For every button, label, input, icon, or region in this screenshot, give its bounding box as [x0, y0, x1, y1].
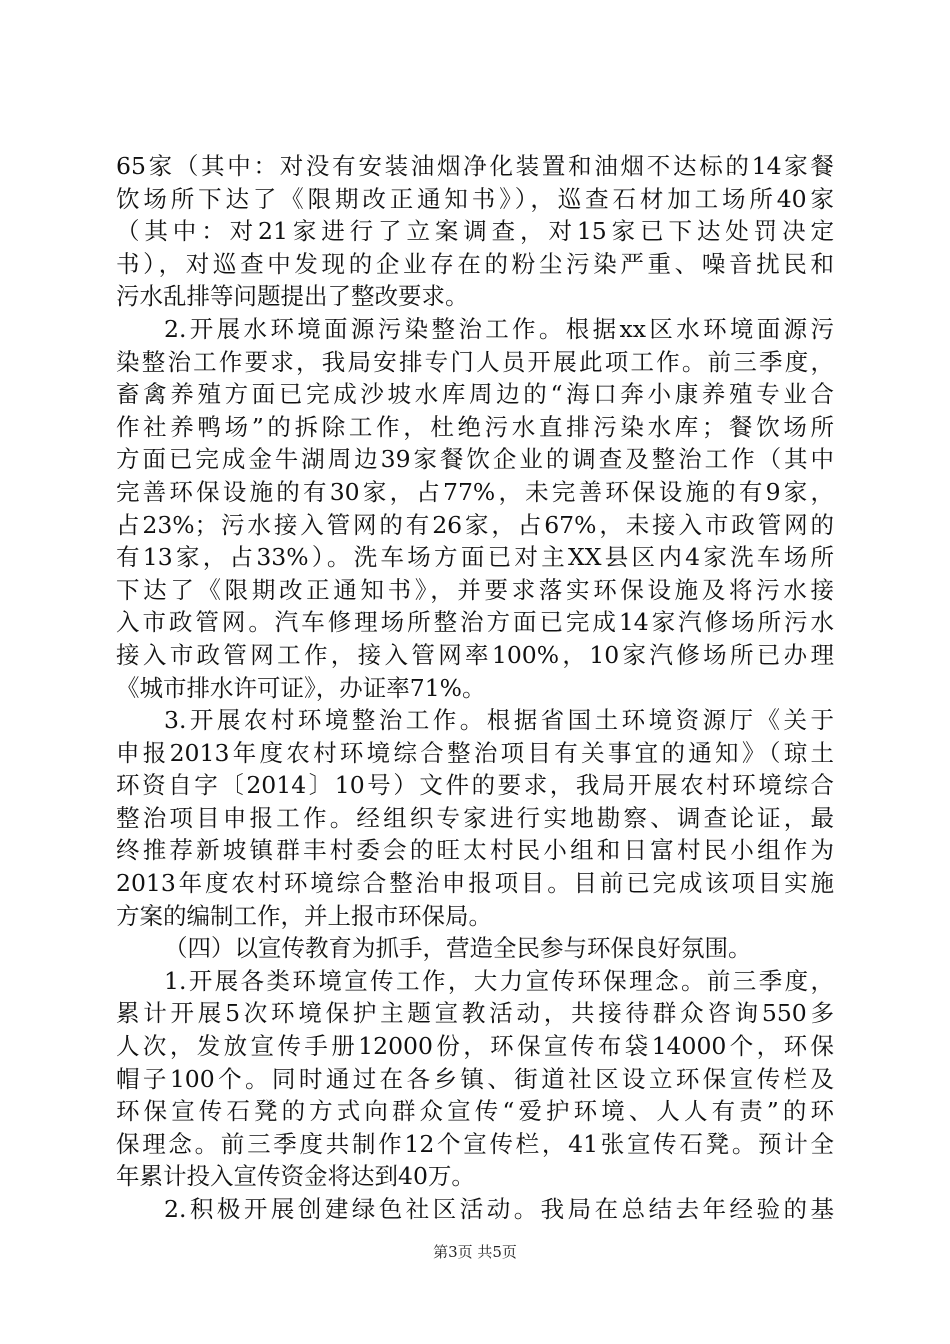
text-line-6: 2.开展水环境面源污染整治工作。根据xx区水环境面源污	[164, 314, 834, 343]
text-line-4: 书），对巡查中发现的企业存在的粉尘污染严重、噪音扰民和	[116, 249, 834, 278]
text-line-15: 入市政管网。汽车修理场所整治方面已完成14家汽修场所污水	[116, 608, 834, 637]
text-line-23: 2013年度农村环境综合整治申报项目。目前已完成该项目实施	[116, 869, 834, 898]
text-line-12: 占23%；污水接入管网的有26家，占67%，未接入市政管网的	[116, 510, 834, 539]
text-line-30: 环保宣传石凳的方式向群众宣传“爱护环境、人人有责”的环	[116, 1097, 834, 1126]
page-number-footer: 第3页 共5页	[433, 1243, 517, 1261]
text-line-13: 有13家，占33%）。洗车场方面已对主XX县区内4家洗车场所	[116, 543, 834, 572]
text-line-27: 累计开展5次环境保护主题宣教活动，共接待群众咨询550多	[116, 999, 834, 1028]
text-line-32: 年累计投入宣传资金将达到40万。	[116, 1162, 475, 1191]
text-line-16: 接入市政管网工作，接入管网率100%，10家汽修场所已办理	[116, 640, 834, 669]
text-line-2: 饮场所下达了《限期改正通知书》），巡查石材加工场所40家	[116, 184, 834, 213]
text-line-8: 畜禽养殖方面已完成沙坡水库周边的“海口奔小康养殖专业合	[116, 380, 834, 409]
body-text	[116, 150, 834, 1226]
text-line-18: 3.开展农村环境整治工作。根据省国土环境资源厅《关于	[164, 706, 834, 735]
text-line-3: （其中：对21家进行了立案调查，对15家已下达处罚决定	[116, 217, 834, 246]
text-line-26: 1.开展各类环境宣传工作，大力宣传环保理念。前三季度，	[164, 966, 834, 995]
text-line-7: 染整治工作要求，我局安排专门人员开展此项工作。前三季度，	[116, 347, 834, 376]
text-line-20: 环资自字〔2014〕10号）文件的要求，我局开展农村环境综合	[116, 771, 834, 800]
text-line-24: 方案的编制工作，并上报市环保局。	[116, 901, 492, 930]
text-line-31: 保理念。前三季度共制作12个宣传栏，41张宣传石凳。预计全	[116, 1129, 834, 1158]
text-line-21: 整治项目申报工作。经组织专家进行实地勘察、调查论证，最	[116, 803, 834, 832]
text-line-10: 方面已完成金牛湖周边39家餐饮企业的调查及整治工作（其中	[116, 445, 834, 474]
text-line-19: 申报2013年度农村环境综合整治项目有关事宜的通知》（琼土	[116, 738, 834, 767]
text-line-29: 帽子100个。同时通过在各乡镇、街道社区设立环保宣传栏及	[116, 1064, 834, 1093]
text-line-14: 下达了《限期改正通知书》，并要求落实环保设施及将污水接	[116, 575, 834, 604]
section-heading-4: （四）以宣传教育为抓手，营造全民参与环保良好氛围。	[164, 934, 752, 963]
text-line-17: 《城市排水许可证》，办证率71%。	[116, 673, 486, 702]
text-line-28: 人次，发放宣传手册12000份，环保宣传布袋14000个，环保	[116, 1032, 834, 1061]
text-line-9: 作社养鸭场”的拆除工作，杜绝污水直排污染水库；餐饮场所	[116, 412, 834, 441]
text-line-1: 65家（其中：对没有安装油烟净化装置和油烟不达标的14家餐	[116, 152, 834, 180]
text-line-33: 2.积极开展创建绿色社区活动。我局在总结去年经验的基	[164, 1195, 834, 1223]
text-line-5: 污水乱排等问题提出了整改要求。	[116, 282, 469, 311]
text-line-11: 完善环保设施的有30家，占77%，未完善环保设施的有9家，	[116, 477, 834, 506]
text-line-22: 终推荐新坡镇群丰村委会的旺太村民小组和日富村民小组作为	[116, 836, 834, 865]
